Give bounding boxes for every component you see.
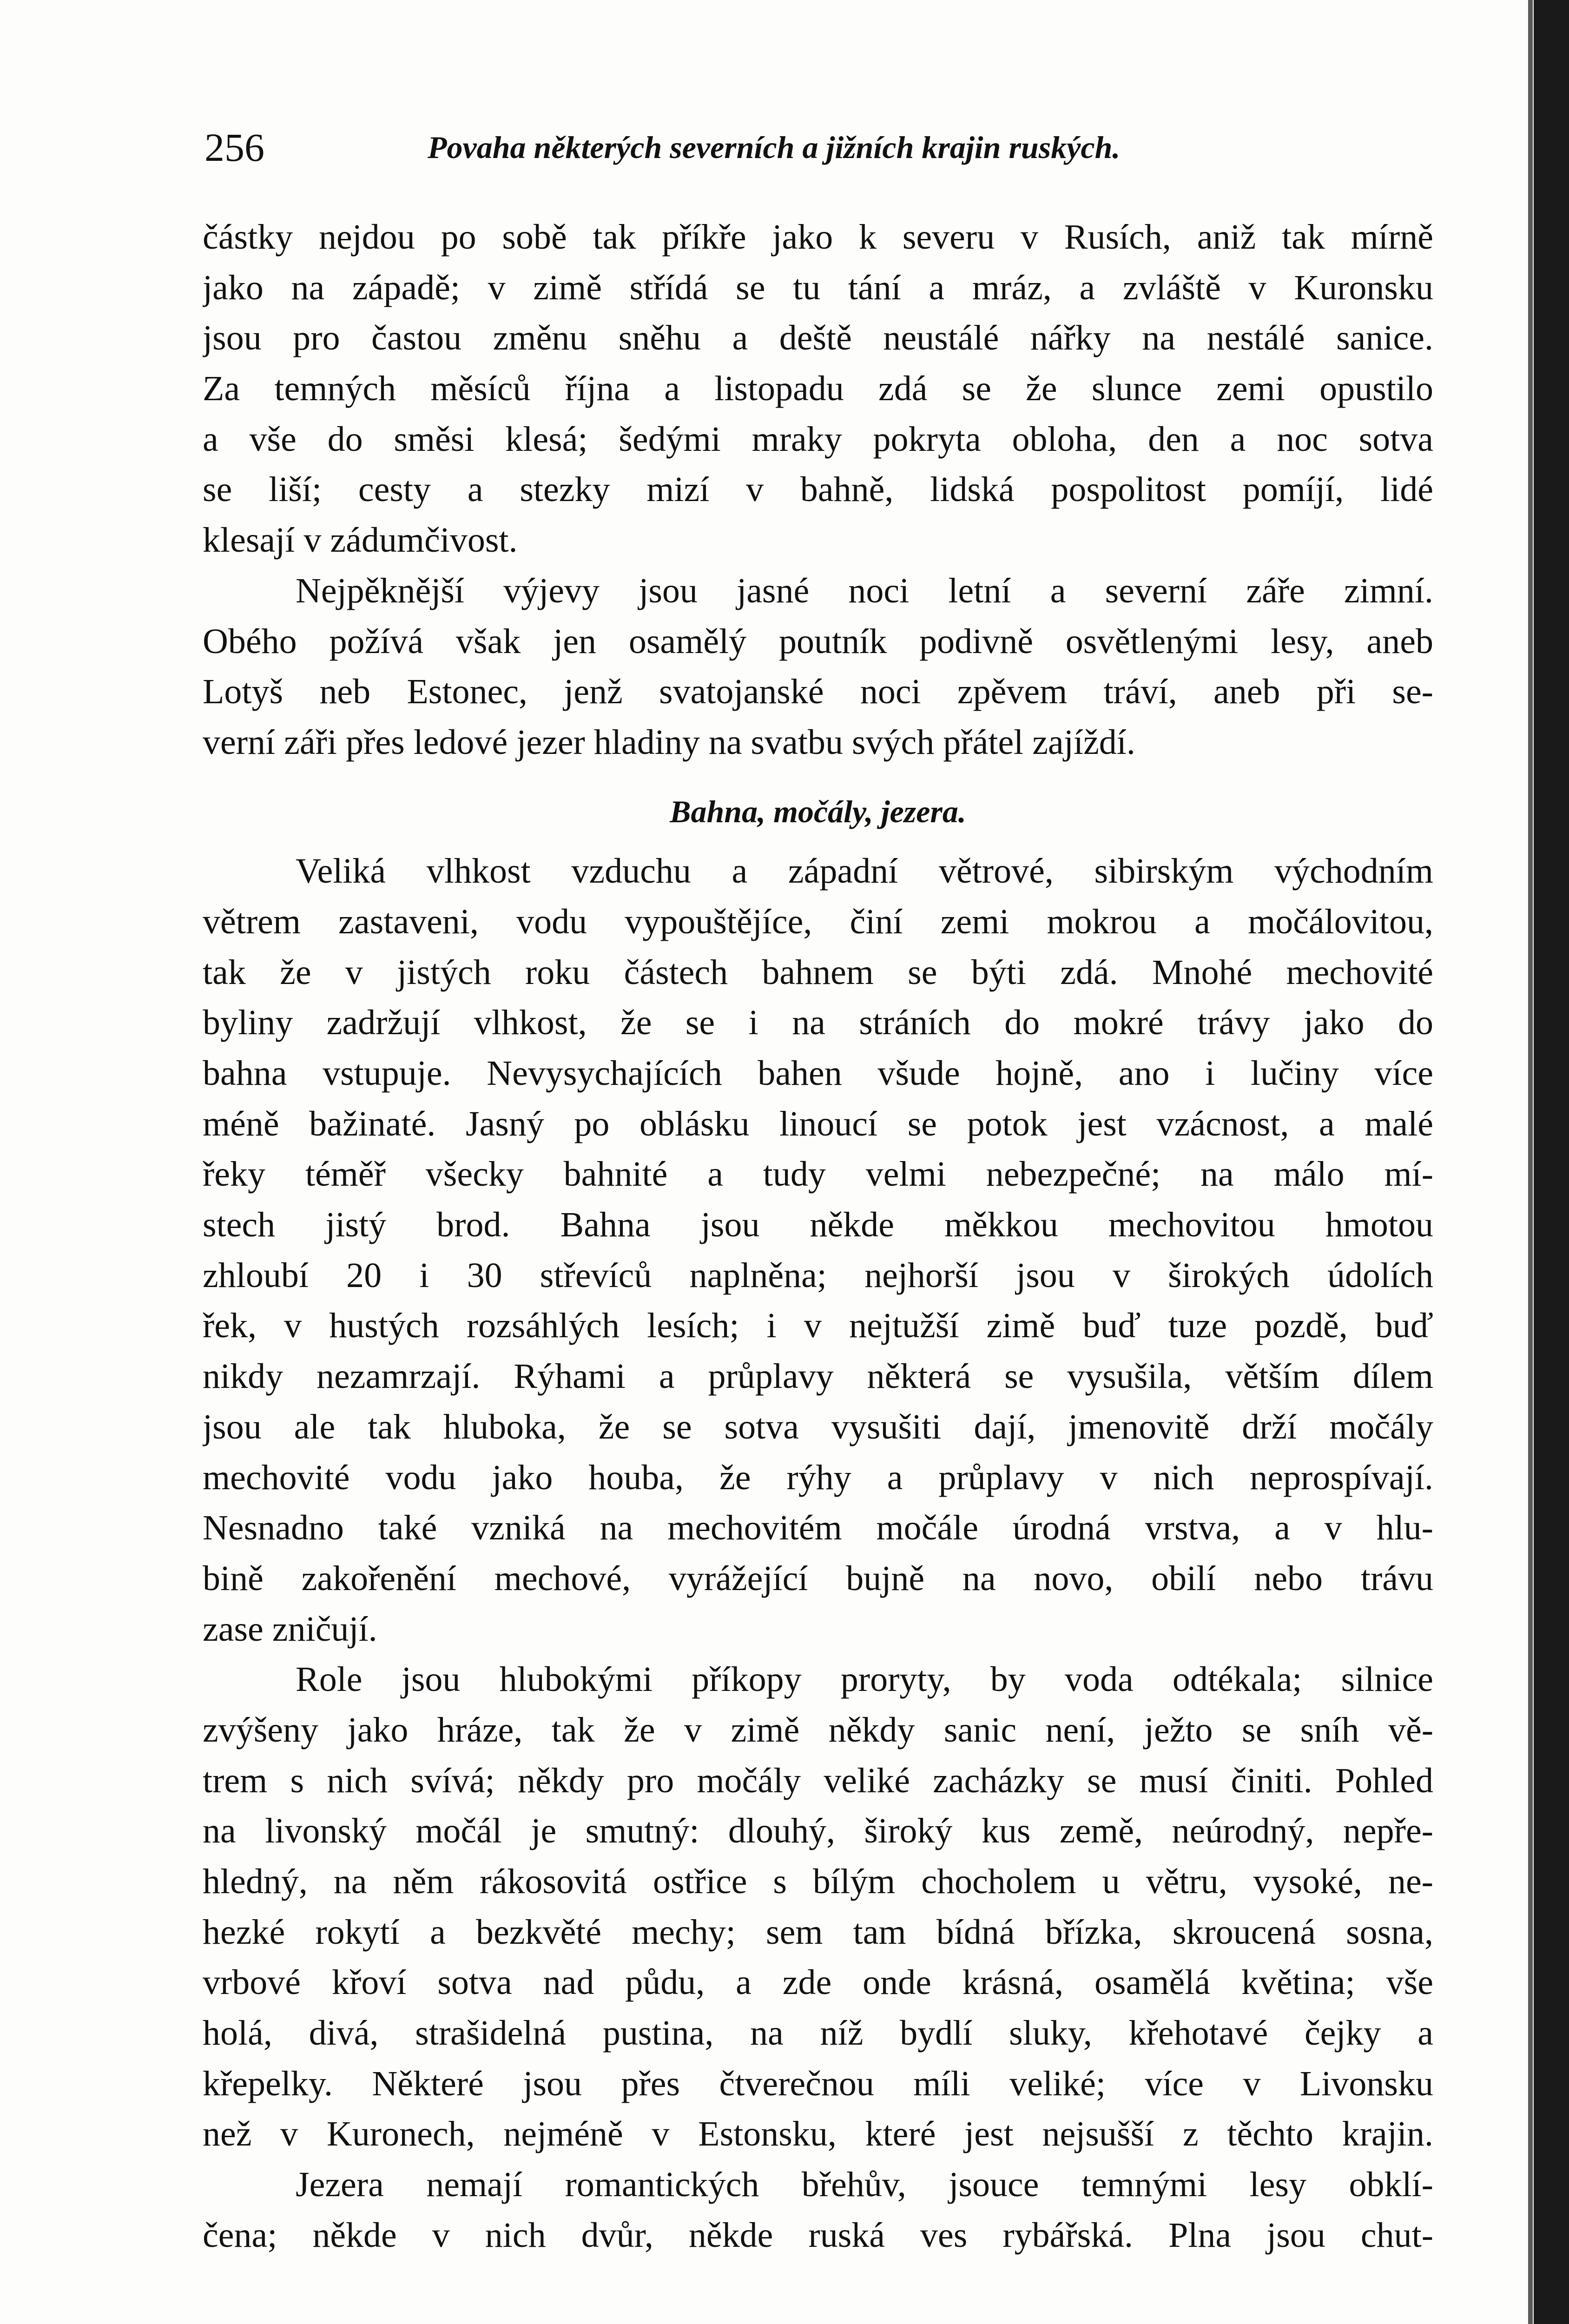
text-line: tak že v jistých roku částech bahnem se býti zdá. Mnohé mechovité [203,952,1433,992]
text-line: nikdy nezamrzají. Rýhami a průplavy některá se vysušila, větším dílem [203,1357,1433,1396]
page-edge [1534,0,1569,2324]
text-line: hezké rokytí a bezkvěté mechy; sem tam bídná břízka, skroucená sosna, [203,1912,1433,1952]
text-line: hledný, na něm rákosovitá ostřice s bílým chocholem u větru, vysoké, ne- [203,1862,1433,1901]
text-line: Role jsou hlubokými příkopy proryty, by voda odtékala; silnice [296,1660,1433,1699]
text-line: zvýšeny jako hráze, tak že v zimě někdy sanic není, ježto se sníh vě- [203,1710,1433,1750]
page-edge-shadow [1528,0,1533,2324]
text-line: větrem zastaveni, vodu vypouštějíce, činí zemi mokrou a močálovitou, [203,902,1433,941]
text-line: na livonský močál je smutný: dlouhý, široký kus země, neúrodný, nepře- [203,1811,1433,1851]
text-line: holá, divá, strašidelná pustina, na níž bydlí sluky, křehotavé čejky a [203,2014,1433,2053]
text-line: Veliká vlhkost vzduchu a západní větrové, sibirským východním [296,852,1433,891]
text-line: verní záři přes ledové jezer hladiny na svatbu svých přátel zajíždí. [203,722,1135,762]
section-heading: Bahna, močály, jezera. [670,793,966,829]
text-line: a vše do směsi klesá; šedými mraky pokryta obloha, den a noc sotva [203,419,1433,459]
text-line: trem s nich svívá; někdy pro močály veliké zacházky se musí činiti. Pohled [203,1761,1433,1800]
text-line: vrbové křoví sotva nad půdu, a zde onde krásná, osamělá květina; vše [203,1963,1433,2002]
running-title: Povaha některých severních a jižních krajin ruských. [428,130,1121,165]
text-line: klesají v zádumčivost. [203,521,518,560]
text-line: Nesnadno také vzniká na mechovitém močále úrodná vrstva, a v hlu- [203,1508,1433,1548]
text-line: mechovité vodu jako houba, že rýhy a průplavy v nich neprospívají. [203,1458,1433,1497]
text-line: čena; někde v nich dvůr, někde ruská ves rybářská. Plna jsou chut- [203,2215,1433,2255]
text-line: Obého požívá však jen osamělý poutník podivně osvětlenými lesy, aneb [203,621,1433,661]
text-line: zase zničují. [203,1609,377,1649]
text-line: jsou pro častou změnu sněhu a deště neustálé nářky na nestálé sanice. [203,318,1433,358]
text-line: než v Kuronech, nejméně v Estonsku, které jest nejsušší z těchto krajin. [203,2114,1433,2154]
text-line: byliny zadržují vlhkost, že se i na stráních do mokré trávy jako do [203,1003,1433,1043]
text-line: Za temných měsíců října a listopadu zdá se že slunce zemi opustilo [203,369,1433,409]
text-line: bině zakořenění mechové, vyrážející bujně na novo, obilí nebo trávu [203,1558,1433,1598]
text-line: řeky téměř všecky bahnité a tudy velmi nebezpečné; na málo mí- [203,1155,1433,1194]
text-line: Jezera nemají romantických břehův, jsouce temnými lesy obklí- [296,2165,1433,2205]
text-line: méně bažinaté. Jasný po oblásku linoucí se potok jest vzácnost, a malé [203,1104,1433,1143]
text-line: Nejpěknější výjevy jsou jasné noci letní a severní záře zimní. [296,571,1433,610]
page-number: 256 [204,125,264,170]
text-line: jako na západě; v zimě střídá se tu tání a mráz, a zvláště v Kuronsku [203,268,1433,307]
page-header [204,122,1441,173]
text-line: řek, v hustých rozsáhlých lesích; i v nejtužší zimě buď tuze pozdě, buď [203,1306,1433,1346]
text-line: částky nejdou po sobě tak příkře jako k severu v Rusích, aniž tak mírně [203,218,1433,257]
text-line: stech jistý brod. Bahna jsou někde měkkou mechovitou hmotou [203,1205,1433,1245]
text-line: se liší; cesty a stezky mizí v bahně, lidská pospolitost pomíjí, lidé [203,470,1433,509]
text-line: křepelky. Některé jsou přes čtverečnou míli veliké; více v Livonsku [203,2064,1433,2103]
text-line: zhloubí 20 i 30 střevíců naplněna; nejhorší jsou v širokých údolích [203,1255,1433,1295]
text-line: Lotyš neb Estonec, jenž svatojanské noci zpěvem tráví, aneb při se- [203,672,1433,712]
text-line: jsou ale tak hluboka, že se sotva vysušiti dají, jmenovitě drží močály [203,1407,1433,1446]
text-line: bahna vstupuje. Nevysychajících bahen všude hojně, ano i lučiny více [203,1054,1433,1093]
body-text [203,212,1433,2261]
